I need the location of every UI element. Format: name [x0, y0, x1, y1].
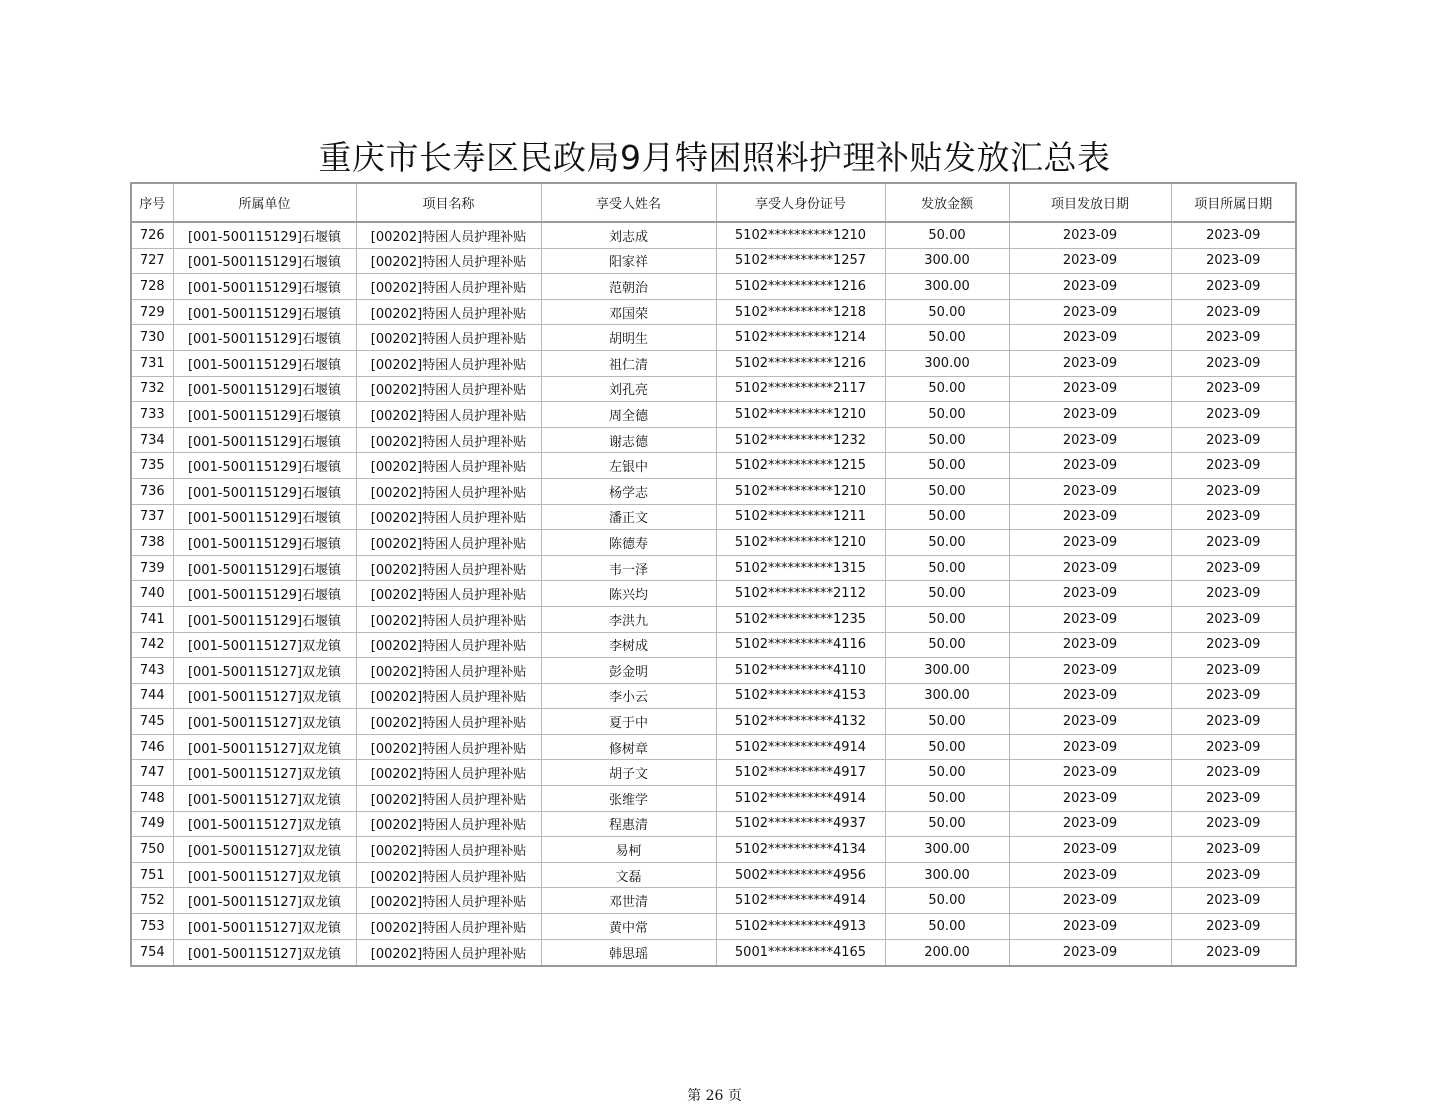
cell-amount: 300.00 — [885, 837, 1009, 863]
cell-project: [00202]特困人员护理补贴 — [356, 709, 541, 735]
cell-name: 李洪九 — [541, 606, 716, 632]
cell-id-number: 5102**********1257 — [716, 248, 885, 274]
cell-period-date: 2023-09 — [1171, 555, 1296, 581]
table-row — [131, 555, 1296, 581]
cell-unit: [001-500115129]石堰镇 — [173, 453, 356, 479]
cell-serial: 753 — [131, 914, 173, 940]
cell-amount: 300.00 — [885, 350, 1009, 376]
table-row — [131, 658, 1296, 684]
header-unit: 所属单位 — [173, 183, 356, 222]
cell-amount: 50.00 — [885, 888, 1009, 914]
cell-issue-date: 2023-09 — [1009, 811, 1171, 837]
table-body — [131, 222, 1296, 966]
cell-id-number: 5102**********1210 — [716, 478, 885, 504]
cell-name: 邓世清 — [541, 888, 716, 914]
cell-period-date: 2023-09 — [1171, 683, 1296, 709]
cell-project: [00202]特困人员护理补贴 — [356, 734, 541, 760]
cell-project: [00202]特困人员护理补贴 — [356, 786, 541, 812]
cell-serial: 729 — [131, 299, 173, 325]
cell-unit: [001-500115127]双龙镇 — [173, 888, 356, 914]
cell-unit: [001-500115129]石堰镇 — [173, 606, 356, 632]
header-serial: 序号 — [131, 183, 173, 222]
cell-period-date: 2023-09 — [1171, 325, 1296, 351]
table-row — [131, 453, 1296, 479]
cell-serial: 742 — [131, 632, 173, 658]
cell-unit: [001-500115129]石堰镇 — [173, 299, 356, 325]
cell-name: 谢志德 — [541, 427, 716, 453]
cell-unit: [001-500115129]石堰镇 — [173, 402, 356, 428]
cell-id-number: 5001**********4165 — [716, 939, 885, 966]
cell-amount: 50.00 — [885, 504, 1009, 530]
cell-name: 祖仁清 — [541, 350, 716, 376]
cell-name: 周全德 — [541, 402, 716, 428]
cell-amount: 50.00 — [885, 299, 1009, 325]
table-row — [131, 606, 1296, 632]
cell-issue-date: 2023-09 — [1009, 939, 1171, 966]
cell-amount: 50.00 — [885, 632, 1009, 658]
cell-unit: [001-500115129]石堰镇 — [173, 581, 356, 607]
cell-amount: 50.00 — [885, 555, 1009, 581]
header-amount: 发放金额 — [885, 183, 1009, 222]
cell-period-date: 2023-09 — [1171, 939, 1296, 966]
cell-period-date: 2023-09 — [1171, 530, 1296, 556]
cell-period-date: 2023-09 — [1171, 274, 1296, 300]
cell-id-number: 5102**********4914 — [716, 786, 885, 812]
cell-name: 韦一泽 — [541, 555, 716, 581]
cell-project: [00202]特困人员护理补贴 — [356, 606, 541, 632]
cell-serial: 746 — [131, 734, 173, 760]
cell-project: [00202]特困人员护理补贴 — [356, 376, 541, 402]
table-row — [131, 837, 1296, 863]
cell-issue-date: 2023-09 — [1009, 683, 1171, 709]
cell-amount: 50.00 — [885, 811, 1009, 837]
cell-name: 修树章 — [541, 734, 716, 760]
table-row — [131, 811, 1296, 837]
cell-amount: 300.00 — [885, 248, 1009, 274]
cell-amount: 50.00 — [885, 453, 1009, 479]
cell-serial: 733 — [131, 402, 173, 428]
cell-project: [00202]特困人员护理补贴 — [356, 504, 541, 530]
cell-name: 范朝治 — [541, 274, 716, 300]
cell-name: 程惠清 — [541, 811, 716, 837]
cell-project: [00202]特困人员护理补贴 — [356, 760, 541, 786]
cell-project: [00202]特困人员护理补贴 — [356, 914, 541, 940]
cell-name: 文磊 — [541, 862, 716, 888]
cell-serial: 750 — [131, 837, 173, 863]
header-project: 项目名称 — [356, 183, 541, 222]
cell-id-number: 5102**********2117 — [716, 376, 885, 402]
cell-name: 李小云 — [541, 683, 716, 709]
header-id-number: 享受人身份证号 — [716, 183, 885, 222]
cell-serial: 732 — [131, 376, 173, 402]
cell-unit: [001-500115127]双龙镇 — [173, 709, 356, 735]
cell-project: [00202]特困人员护理补贴 — [356, 350, 541, 376]
cell-project: [00202]特困人员护理补贴 — [356, 453, 541, 479]
cell-id-number: 5102**********1218 — [716, 299, 885, 325]
cell-issue-date: 2023-09 — [1009, 222, 1171, 248]
cell-amount: 50.00 — [885, 760, 1009, 786]
cell-name: 胡明生 — [541, 325, 716, 351]
cell-unit: [001-500115127]双龙镇 — [173, 939, 356, 966]
cell-id-number: 5102**********1216 — [716, 350, 885, 376]
cell-project: [00202]特困人员护理补贴 — [356, 555, 541, 581]
cell-serial: 734 — [131, 427, 173, 453]
cell-serial: 737 — [131, 504, 173, 530]
cell-project: [00202]特困人员护理补贴 — [356, 427, 541, 453]
cell-period-date: 2023-09 — [1171, 914, 1296, 940]
cell-amount: 300.00 — [885, 683, 1009, 709]
cell-period-date: 2023-09 — [1171, 862, 1296, 888]
cell-unit: [001-500115129]石堰镇 — [173, 427, 356, 453]
cell-issue-date: 2023-09 — [1009, 248, 1171, 274]
cell-issue-date: 2023-09 — [1009, 478, 1171, 504]
cell-serial: 747 — [131, 760, 173, 786]
cell-period-date: 2023-09 — [1171, 632, 1296, 658]
cell-issue-date: 2023-09 — [1009, 888, 1171, 914]
cell-issue-date: 2023-09 — [1009, 402, 1171, 428]
cell-amount: 50.00 — [885, 325, 1009, 351]
table-row — [131, 350, 1296, 376]
table-row — [131, 478, 1296, 504]
cell-unit: [001-500115127]双龙镇 — [173, 837, 356, 863]
cell-amount: 300.00 — [885, 658, 1009, 684]
cell-serial: 731 — [131, 350, 173, 376]
cell-amount: 50.00 — [885, 734, 1009, 760]
cell-serial: 740 — [131, 581, 173, 607]
cell-amount: 50.00 — [885, 709, 1009, 735]
cell-serial: 738 — [131, 530, 173, 556]
cell-amount: 300.00 — [885, 862, 1009, 888]
cell-issue-date: 2023-09 — [1009, 734, 1171, 760]
cell-name: 刘志成 — [541, 222, 716, 248]
cell-name: 韩思瑶 — [541, 939, 716, 966]
cell-issue-date: 2023-09 — [1009, 862, 1171, 888]
cell-unit: [001-500115129]石堰镇 — [173, 504, 356, 530]
cell-period-date: 2023-09 — [1171, 222, 1296, 248]
cell-issue-date: 2023-09 — [1009, 632, 1171, 658]
cell-project: [00202]特困人员护理补贴 — [356, 811, 541, 837]
cell-issue-date: 2023-09 — [1009, 658, 1171, 684]
cell-name: 潘正文 — [541, 504, 716, 530]
table-row — [131, 939, 1296, 966]
cell-id-number: 5102**********4917 — [716, 760, 885, 786]
cell-name: 邓国荣 — [541, 299, 716, 325]
cell-period-date: 2023-09 — [1171, 478, 1296, 504]
cell-id-number: 5102**********1215 — [716, 453, 885, 479]
cell-id-number: 5102**********1211 — [716, 504, 885, 530]
cell-period-date: 2023-09 — [1171, 658, 1296, 684]
cell-period-date: 2023-09 — [1171, 402, 1296, 428]
cell-id-number: 5102**********1210 — [716, 530, 885, 556]
cell-unit: [001-500115127]双龙镇 — [173, 632, 356, 658]
header-name: 享受人姓名 — [541, 183, 716, 222]
cell-amount: 50.00 — [885, 478, 1009, 504]
cell-period-date: 2023-09 — [1171, 709, 1296, 735]
cell-period-date: 2023-09 — [1171, 581, 1296, 607]
cell-id-number: 5102**********4132 — [716, 709, 885, 735]
cell-serial: 749 — [131, 811, 173, 837]
cell-amount: 50.00 — [885, 914, 1009, 940]
cell-period-date: 2023-09 — [1171, 350, 1296, 376]
cell-name: 张维学 — [541, 786, 716, 812]
cell-unit: [001-500115127]双龙镇 — [173, 734, 356, 760]
cell-name: 夏于中 — [541, 709, 716, 735]
table-row — [131, 274, 1296, 300]
cell-name: 陈兴均 — [541, 581, 716, 607]
cell-unit: [001-500115127]双龙镇 — [173, 862, 356, 888]
cell-project: [00202]特困人员护理补贴 — [356, 530, 541, 556]
cell-issue-date: 2023-09 — [1009, 555, 1171, 581]
cell-unit: [001-500115129]石堰镇 — [173, 222, 356, 248]
page-number: 第 26 页 — [687, 1088, 742, 1104]
cell-id-number: 5102**********4116 — [716, 632, 885, 658]
cell-project: [00202]特困人员护理补贴 — [356, 299, 541, 325]
cell-period-date: 2023-09 — [1171, 786, 1296, 812]
cell-name: 李树成 — [541, 632, 716, 658]
table-row — [131, 862, 1296, 888]
cell-period-date: 2023-09 — [1171, 888, 1296, 914]
cell-period-date: 2023-09 — [1171, 299, 1296, 325]
cell-period-date: 2023-09 — [1171, 376, 1296, 402]
cell-issue-date: 2023-09 — [1009, 837, 1171, 863]
cell-period-date: 2023-09 — [1171, 760, 1296, 786]
cell-unit: [001-500115127]双龙镇 — [173, 811, 356, 837]
cell-issue-date: 2023-09 — [1009, 350, 1171, 376]
cell-id-number: 5102**********1210 — [716, 222, 885, 248]
cell-serial: 751 — [131, 862, 173, 888]
cell-project: [00202]特困人员护理补贴 — [356, 888, 541, 914]
cell-amount: 50.00 — [885, 786, 1009, 812]
cell-id-number: 5102**********4153 — [716, 683, 885, 709]
cell-issue-date: 2023-09 — [1009, 709, 1171, 735]
table-row — [131, 914, 1296, 940]
cell-amount: 50.00 — [885, 222, 1009, 248]
cell-serial: 739 — [131, 555, 173, 581]
cell-issue-date: 2023-09 — [1009, 786, 1171, 812]
cell-issue-date: 2023-09 — [1009, 427, 1171, 453]
table-row — [131, 888, 1296, 914]
cell-issue-date: 2023-09 — [1009, 453, 1171, 479]
cell-serial: 727 — [131, 248, 173, 274]
cell-unit: [001-500115127]双龙镇 — [173, 658, 356, 684]
cell-serial: 745 — [131, 709, 173, 735]
cell-name: 杨学志 — [541, 478, 716, 504]
cell-issue-date: 2023-09 — [1009, 325, 1171, 351]
table-row — [131, 299, 1296, 325]
table-row — [131, 248, 1296, 274]
cell-name: 刘孔亮 — [541, 376, 716, 402]
cell-serial: 748 — [131, 786, 173, 812]
cell-period-date: 2023-09 — [1171, 734, 1296, 760]
cell-amount: 300.00 — [885, 274, 1009, 300]
header-period-date: 项目所属日期 — [1171, 183, 1296, 222]
cell-issue-date: 2023-09 — [1009, 606, 1171, 632]
cell-serial: 728 — [131, 274, 173, 300]
table-row — [131, 581, 1296, 607]
cell-id-number: 5102**********1214 — [716, 325, 885, 351]
cell-period-date: 2023-09 — [1171, 837, 1296, 863]
cell-project: [00202]特困人员护理补贴 — [356, 683, 541, 709]
cell-name: 黄中常 — [541, 914, 716, 940]
cell-id-number: 5002**********4956 — [716, 862, 885, 888]
cell-serial: 754 — [131, 939, 173, 966]
table-row — [131, 709, 1296, 735]
cell-project: [00202]特困人员护理补贴 — [356, 222, 541, 248]
cell-id-number: 5102**********1315 — [716, 555, 885, 581]
cell-id-number: 5102**********4134 — [716, 837, 885, 863]
cell-amount: 50.00 — [885, 606, 1009, 632]
cell-period-date: 2023-09 — [1171, 248, 1296, 274]
cell-unit: [001-500115127]双龙镇 — [173, 914, 356, 940]
header-issue-date: 项目发放日期 — [1009, 183, 1171, 222]
cell-id-number: 5102**********4914 — [716, 734, 885, 760]
cell-project: [00202]特困人员护理补贴 — [356, 632, 541, 658]
cell-unit: [001-500115129]石堰镇 — [173, 478, 356, 504]
cell-issue-date: 2023-09 — [1009, 504, 1171, 530]
cell-issue-date: 2023-09 — [1009, 274, 1171, 300]
table-row — [131, 376, 1296, 402]
document-title: 重庆市长寿区民政局9月特困照料护理补贴发放汇总表 — [318, 138, 1111, 177]
cell-id-number: 5102**********1210 — [716, 402, 885, 428]
cell-amount: 50.00 — [885, 402, 1009, 428]
table-row — [131, 504, 1296, 530]
cell-issue-date: 2023-09 — [1009, 581, 1171, 607]
cell-unit: [001-500115129]石堰镇 — [173, 274, 356, 300]
cell-project: [00202]特困人员护理补贴 — [356, 402, 541, 428]
cell-amount: 50.00 — [885, 581, 1009, 607]
cell-id-number: 5102**********2112 — [716, 581, 885, 607]
cell-id-number: 5102**********4110 — [716, 658, 885, 684]
table-row — [131, 325, 1296, 351]
table-row — [131, 683, 1296, 709]
cell-unit: [001-500115129]石堰镇 — [173, 555, 356, 581]
cell-amount: 50.00 — [885, 427, 1009, 453]
cell-name: 胡子文 — [541, 760, 716, 786]
cell-issue-date: 2023-09 — [1009, 760, 1171, 786]
cell-unit: [001-500115129]石堰镇 — [173, 350, 356, 376]
cell-serial: 743 — [131, 658, 173, 684]
table-row — [131, 786, 1296, 812]
table-row — [131, 734, 1296, 760]
cell-id-number: 5102**********4913 — [716, 914, 885, 940]
cell-period-date: 2023-09 — [1171, 606, 1296, 632]
table-header-row — [131, 183, 1296, 222]
cell-project: [00202]特困人员护理补贴 — [356, 658, 541, 684]
cell-unit: [001-500115127]双龙镇 — [173, 786, 356, 812]
cell-period-date: 2023-09 — [1171, 453, 1296, 479]
cell-name: 彭金明 — [541, 658, 716, 684]
cell-serial: 744 — [131, 683, 173, 709]
cell-serial: 735 — [131, 453, 173, 479]
cell-issue-date: 2023-09 — [1009, 376, 1171, 402]
cell-unit: [001-500115129]石堰镇 — [173, 248, 356, 274]
cell-unit: [001-500115129]石堰镇 — [173, 530, 356, 556]
table-row — [131, 530, 1296, 556]
cell-id-number: 5102**********4914 — [716, 888, 885, 914]
cell-serial: 741 — [131, 606, 173, 632]
cell-name: 易柯 — [541, 837, 716, 863]
cell-project: [00202]特困人员护理补贴 — [356, 837, 541, 863]
cell-unit: [001-500115129]石堰镇 — [173, 325, 356, 351]
cell-project: [00202]特困人员护理补贴 — [356, 862, 541, 888]
cell-project: [00202]特困人员护理补贴 — [356, 939, 541, 966]
cell-id-number: 5102**********1235 — [716, 606, 885, 632]
table-row — [131, 427, 1296, 453]
cell-period-date: 2023-09 — [1171, 811, 1296, 837]
cell-period-date: 2023-09 — [1171, 427, 1296, 453]
cell-issue-date: 2023-09 — [1009, 914, 1171, 940]
cell-period-date: 2023-09 — [1171, 504, 1296, 530]
table-row — [131, 632, 1296, 658]
table-row — [131, 222, 1296, 248]
cell-amount: 200.00 — [885, 939, 1009, 966]
cell-project: [00202]特困人员护理补贴 — [356, 248, 541, 274]
cell-name: 陈德寿 — [541, 530, 716, 556]
table-row — [131, 402, 1296, 428]
subsidy-table — [130, 182, 1297, 967]
cell-name: 阳家祥 — [541, 248, 716, 274]
cell-project: [00202]特困人员护理补贴 — [356, 325, 541, 351]
cell-project: [00202]特困人员护理补贴 — [356, 274, 541, 300]
cell-serial: 752 — [131, 888, 173, 914]
cell-issue-date: 2023-09 — [1009, 299, 1171, 325]
cell-unit: [001-500115129]石堰镇 — [173, 376, 356, 402]
cell-serial: 736 — [131, 478, 173, 504]
cell-id-number: 5102**********4937 — [716, 811, 885, 837]
cell-serial: 726 — [131, 222, 173, 248]
cell-amount: 50.00 — [885, 530, 1009, 556]
cell-project: [00202]特困人员护理补贴 — [356, 581, 541, 607]
cell-serial: 730 — [131, 325, 173, 351]
cell-id-number: 5102**********1216 — [716, 274, 885, 300]
table-row — [131, 760, 1296, 786]
cell-project: [00202]特困人员护理补贴 — [356, 478, 541, 504]
cell-name: 左银中 — [541, 453, 716, 479]
cell-unit: [001-500115127]双龙镇 — [173, 683, 356, 709]
cell-amount: 50.00 — [885, 376, 1009, 402]
cell-id-number: 5102**********1232 — [716, 427, 885, 453]
cell-unit: [001-500115127]双龙镇 — [173, 760, 356, 786]
cell-issue-date: 2023-09 — [1009, 530, 1171, 556]
